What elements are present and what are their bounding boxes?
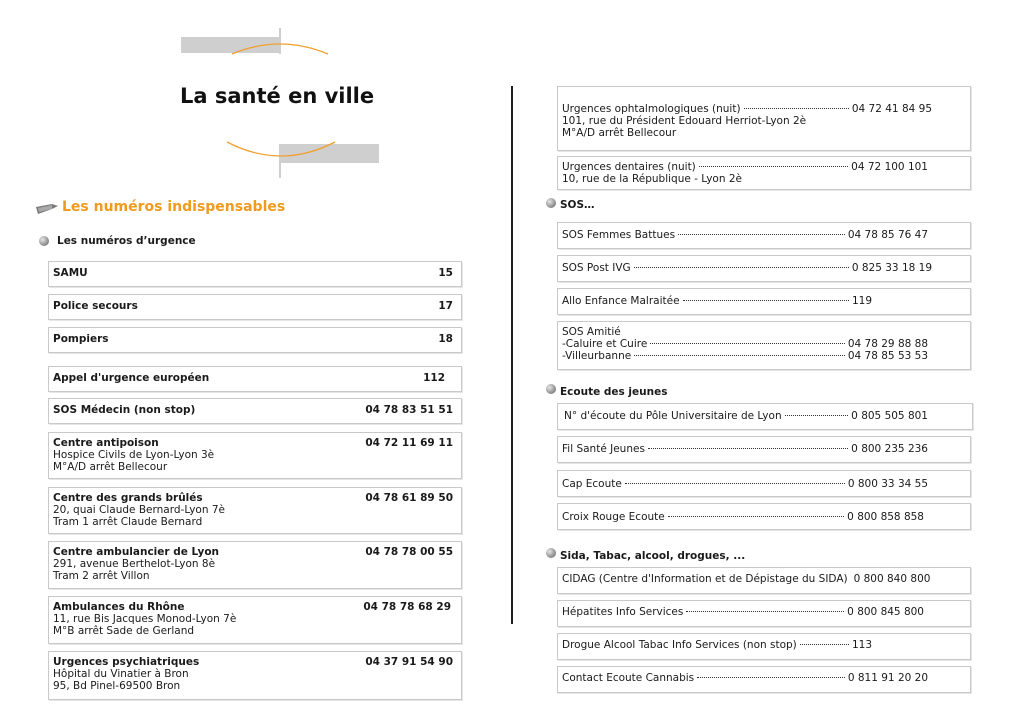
entry-sos-post-ivg: SOS Post IVG 0 825 33 18 19 — [557, 255, 971, 282]
leader-dots — [744, 108, 849, 109]
leader-dots — [625, 483, 845, 484]
emergency-entry-grands-brules: Centre des grands brûlés 04 78 61 89 50 20, quai Claude Bernard-Lyon 7è Tram 1 arrêt Claude Bernard — [48, 487, 462, 534]
entry-urgences-dentaires: Urgences dentaires (nuit) 04 72 100 101 10, rue de la République - Lyon 2è — [557, 156, 971, 190]
emergency-entry-sos-medecin: SOS Médecin (non stop) 04 78 83 51 51 — [48, 398, 462, 424]
emergency-entry-samu: SAMU 15 — [48, 261, 462, 287]
phone-number: 112 — [423, 372, 445, 384]
emergency-entry-pompiers: Pompiers 18 — [48, 327, 462, 353]
header-decoration-arc-bottom — [225, 138, 337, 160]
leader-dots — [668, 516, 844, 517]
phone-number: 0 805 505 801 — [851, 410, 928, 422]
subhead-sos: SOS… — [560, 199, 595, 211]
phone-number: 0 800 858 858 — [847, 511, 924, 523]
entry-pole-universitaire: N° d'écoute du Pôle Universitaire de Lyon 0 805 505 801 — [557, 403, 973, 430]
bullet-ball-icon — [546, 198, 556, 208]
bullet-ball-icon — [39, 236, 49, 246]
entry-croix-rouge-ecoute: Croix Rouge Ecoute 0 800 858 858 — [557, 503, 971, 530]
header-decoration-arc-top — [230, 40, 330, 56]
phone-number: 0 800 840 800 — [853, 573, 931, 585]
emergency-entry-police: Police secours 17 — [48, 294, 462, 320]
leader-dots — [648, 448, 848, 449]
entry-urgences-ophtalmo: Urgences ophtalmologiques (nuit) 04 72 41 84 95 101, rue du Président Edouard Herriot-Lyon 2è M°A/D arrêt Bellecour — [557, 86, 971, 151]
entry-sos-amitie: SOS Amitié -Caluire et Cuire 04 78 29 88 88 -Villeurbanne 04 78 85 53 53 — [557, 321, 971, 370]
entry-contact-ecoute-cannabis: Contact Ecoute Cannabis 0 811 91 20 20 — [557, 666, 971, 693]
leader-dots — [650, 343, 845, 344]
phone-number: 04 78 83 51 51 — [365, 404, 453, 416]
bullet-ball-icon — [546, 548, 556, 558]
phone-number: 04 72 100 101 — [851, 161, 928, 173]
entry-fil-sante-jeunes: Fil Santé Jeunes 0 800 235 236 — [557, 436, 971, 463]
phone-number: 04 78 85 76 47 — [847, 229, 928, 241]
entry-hepatites: Hépatites Info Services 0 800 845 800 — [557, 600, 971, 627]
phone-number: 17 — [438, 300, 453, 312]
column-divider — [511, 86, 513, 624]
pencil-icon — [36, 203, 60, 215]
entry-drogue-alcool-tabac: Drogue Alcool Tabac Info Services (non stop) 113 — [557, 633, 971, 660]
subhead-ecoute-jeunes: Ecoute des jeunes — [560, 386, 668, 398]
phone-number: 04 72 11 69 11 — [365, 437, 453, 449]
emergency-entry-ambulances-rhone: Ambulances du Rhône 04 78 78 68 29 11, rue Bis Jacques Monod-Lyon 7è M°B arrêt Sade de Gerland — [48, 596, 462, 644]
entry-allo-enfance: Allo Enfance Malraitée 119 — [557, 288, 971, 315]
page-title: La santé en ville — [180, 84, 375, 108]
phone-number: 18 — [438, 333, 453, 345]
phone-number: 113 — [851, 639, 872, 651]
entry-sos-femmes-battues: SOS Femmes Battues 04 78 85 76 47 — [557, 222, 971, 249]
entry-cap-ecoute: Cap Ecoute 0 800 33 34 55 — [557, 470, 971, 497]
entry-cidag: CIDAG (Centre d'Information et de Dépistage du SIDA) 0 800 840 800 — [557, 567, 971, 594]
phone-number: 04 72 41 84 95 — [851, 103, 932, 115]
emergency-entry-psychiatriques: Urgences psychiatriques 04 37 91 54 90 Hôpital du Vinatier à Bron 95, Bd Pinel-69500 Bron — [48, 651, 462, 700]
section-title: Les numéros indispensables — [62, 199, 286, 215]
subhead-sida: Sida, Tabac, alcool, drogues, ... — [560, 550, 746, 562]
leader-dots — [800, 644, 849, 645]
phone-number: 04 78 29 88 88 — [847, 338, 928, 350]
phone-number: 0 800 33 34 55 — [847, 478, 928, 490]
emergency-entry-antipoison: Centre antipoison 04 72 11 69 11 Hospice Civils de Lyon-Lyon 3è M°A/D arrêt Bellecour — [48, 432, 462, 479]
phone-number: 0 825 33 18 19 — [851, 262, 932, 274]
subhead-urgences: Les numéros d’urgence — [57, 235, 196, 247]
emergency-entry-europeen: Appel d'urgence européen 112 — [48, 366, 462, 392]
phone-number: 0 800 845 800 — [847, 606, 924, 618]
phone-number: 04 78 85 53 53 — [847, 350, 928, 362]
bullet-ball-icon — [546, 384, 556, 394]
leader-dots — [634, 355, 845, 356]
leader-dots — [683, 300, 849, 301]
phone-number: 15 — [438, 267, 453, 279]
leader-dots — [634, 267, 849, 268]
phone-number: 119 — [851, 295, 872, 307]
phone-number: 0 800 235 236 — [851, 443, 928, 455]
leader-dots — [785, 415, 849, 416]
leader-dots — [678, 234, 845, 235]
phone-number: 04 78 61 89 50 — [365, 492, 453, 504]
phone-number: 04 37 91 54 90 — [365, 656, 453, 668]
phone-number: 04 78 78 68 29 — [363, 601, 451, 613]
leader-dots — [697, 677, 845, 678]
leader-dots — [699, 166, 848, 167]
emergency-entry-ambulancier: Centre ambulancier de Lyon 04 78 78 00 55 291, avenue Berthelot-Lyon 8è Tram 2 arrêt Villon — [48, 541, 462, 589]
phone-number: 04 78 78 00 55 — [365, 546, 453, 558]
phone-number: 0 811 91 20 20 — [847, 672, 928, 684]
leader-dots — [686, 611, 844, 612]
